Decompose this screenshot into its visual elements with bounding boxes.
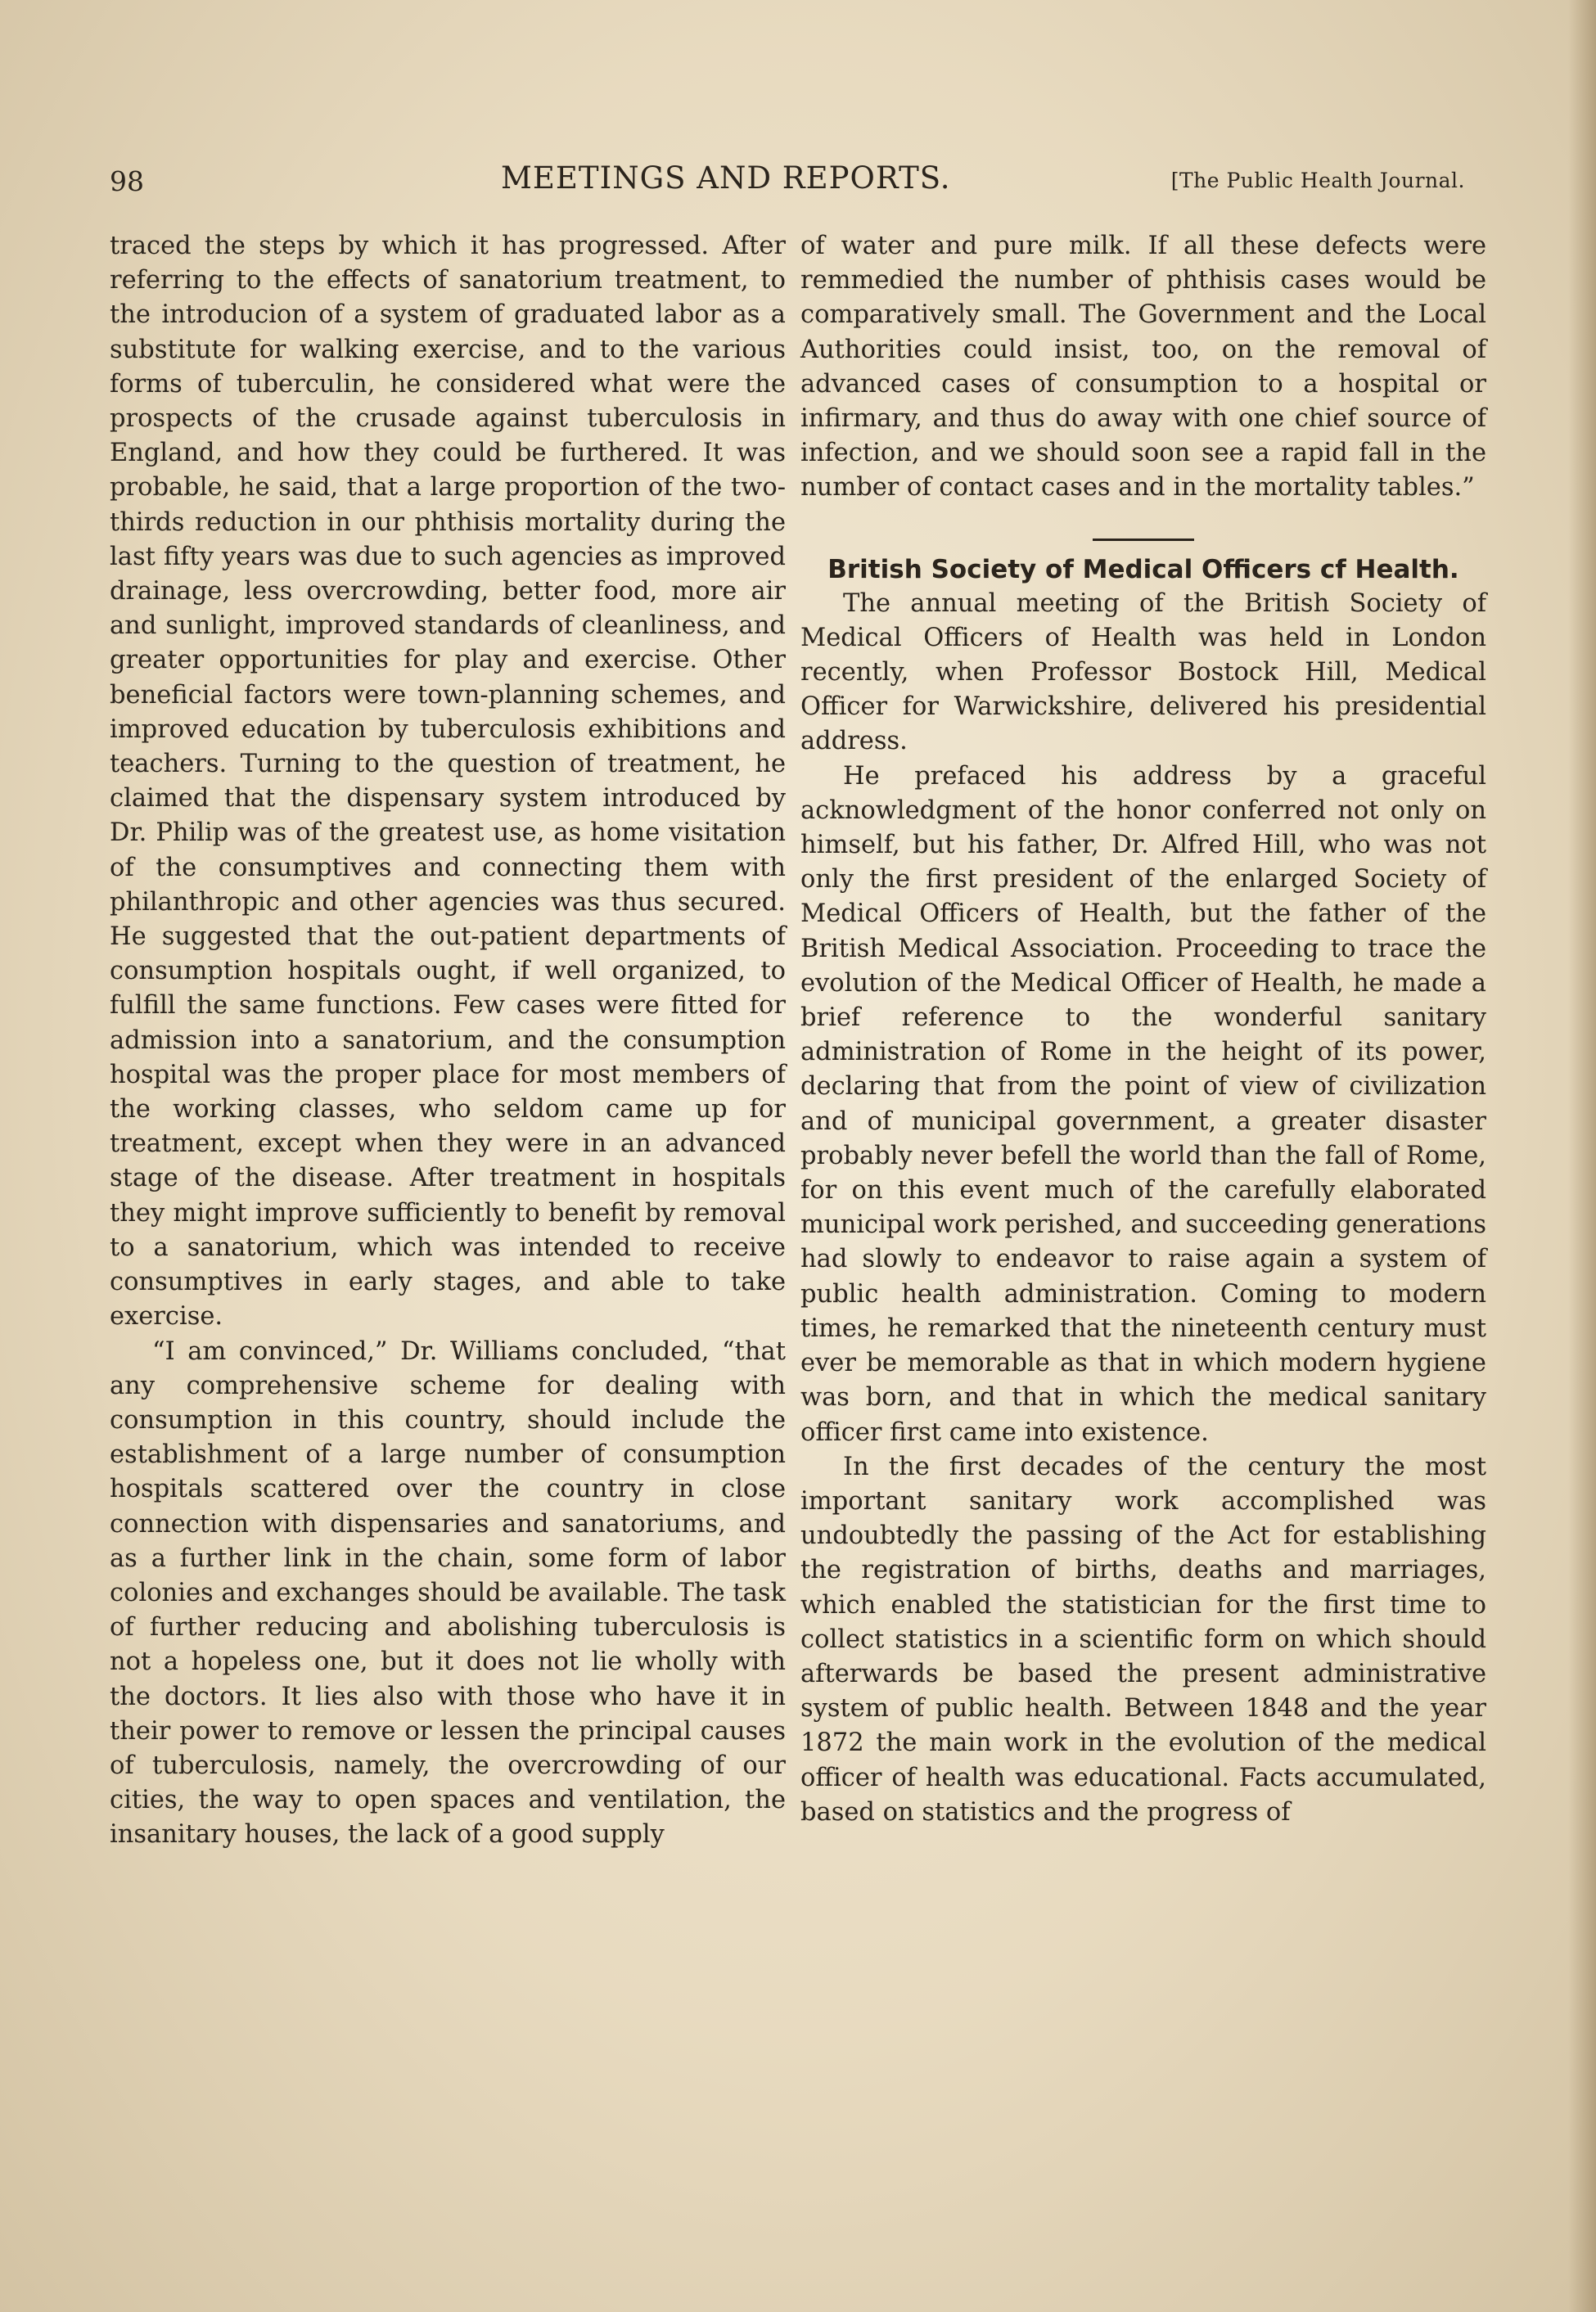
journal-name: [The Public Health Journal. (1170, 169, 1465, 192)
running-title: MEETINGS AND REPORTS. (501, 160, 951, 196)
section-heading: British Society of Medical Officers cf Health. (827, 554, 1459, 584)
page-number: 98 (110, 165, 144, 197)
right-column (800, 229, 1486, 1830)
left-column (110, 229, 786, 1853)
paragraph: “I am convinced,” Dr. Williams concluded, “that any comprehensive scheme for dealing with consumption in this country, should include the establishment of a large number of consumption hospitals scattered over the country in close connection with dispensaries and sanatoriums, and as a further link in the chain, some form of labor colonies and exchanges should be available. The task of further reducing and abolishing tuberculosis is not a hopeless one, but it does not lie wholly with the doctors. It lies also with those who have it in their power to remove or lessen the principal causes of tuberculosis, namely, the overcrowding of our cities, the way to open spaces and ventilation, the insanitary houses, the lack of a good supply (110, 1336, 786, 1850)
running-header (110, 160, 1465, 201)
paragraph: of water and pure milk. If all these defects were remmedied the number of phthisis cases would be comparatively small. The Government and the Local Authorities could insist, too, on the removal of advanced cases of consumption to a hospital or infirmary, and thus do away with one chief source of infection, and we should soon see a rapid fall in the number of contact cases and in the mortality tables.” (800, 232, 1486, 503)
page-edge-shadow (1568, 0, 1596, 2312)
section-divider (1093, 539, 1194, 541)
paragraph: traced the steps by which it has progressed. After referring to the effects of sanatorium treatment, to the introducion of a system of graduated labor as a substitute for walking exercise, and to the various forms of tuberculin, he considered what were the prospects of the crusade against tuberculosis in England, and how they could be furthered. It was probable, he said, that a large proportion of the two-thirds reduction in our phthisis mortality during the last fifty years was due to such agencies as improved drainage, less overcrowding, better food, more air and sunlight, improved standards of cleanliness, and greater opportunities for play and exercise. Other beneficial factors were town-planning schemes, and improved education by tuberculosis exhibitions and teachers. Turning to the question of treatment, he claimed that the dispensary system introduced by Dr. Philip was of the greatest use, as home visitation of the consumptives and connecting them with philanthropic and other agencies was thus secured. He suggested that the out-patient departments of consumption hospitals ought, if well organized, to fulfill the same functions. Few cases were fitted for admission into a sanatorium, and the consumption hospital was the proper place for most members of the working classes, who seldom came up for treatment, except when they were in an advanced stage of the disease. After treatment in hospitals they might improve sufficiently to benefit by removal to a sanatorium, which was intended to receive consumptives in early stages, and able to take exercise. (110, 232, 786, 1332)
paragraph: In the first decades of the century the most important sanitary work accomplished was undoubtedly the passing of the Act for establishing the registration of births, deaths and marriages, which enabled the statistician for the first time to collect statistics in a scientific form on which should afterwards be based the present administrative system of public health. Between 1848 and the year 1872 the main work in the evolution of the medical officer of health was educational. Facts accumulated, based on statistics and the progress of (800, 1452, 1486, 1827)
paragraph: The annual meeting of the British Society of Medical Officers of Health was held in London recently, when Professor Bostock Hill, Medical Officer for Warwickshire, delivered his presidential address. (800, 588, 1486, 756)
paragraph: He prefaced his address by a graceful acknowledgment of the honor conferred not only on himself, but his father, Dr. Alfred Hill, who was not only the first president of the enlarged Society of Medical Officers of Health, but the father of the British Medical Association. Proceeding to trace the evolution of the Medical Officer of Health, he made a brief reference to the wonderful sanitary administration of Rome in the height of its power, declaring that from the point of view of civilization and of municipal government, a greater disaster probably never befell the world than the fall of Rome, for on this event much of the carefully elaborated municipal work perished, and succeeding generations had slowly to endeavor to raise again a system of public health administration. Coming to modern times, he remarked that the nineteenth century must ever be memorable as that in which modern hygiene was born, and that in which the medical sanitary officer first came into existence. (800, 761, 1486, 1447)
